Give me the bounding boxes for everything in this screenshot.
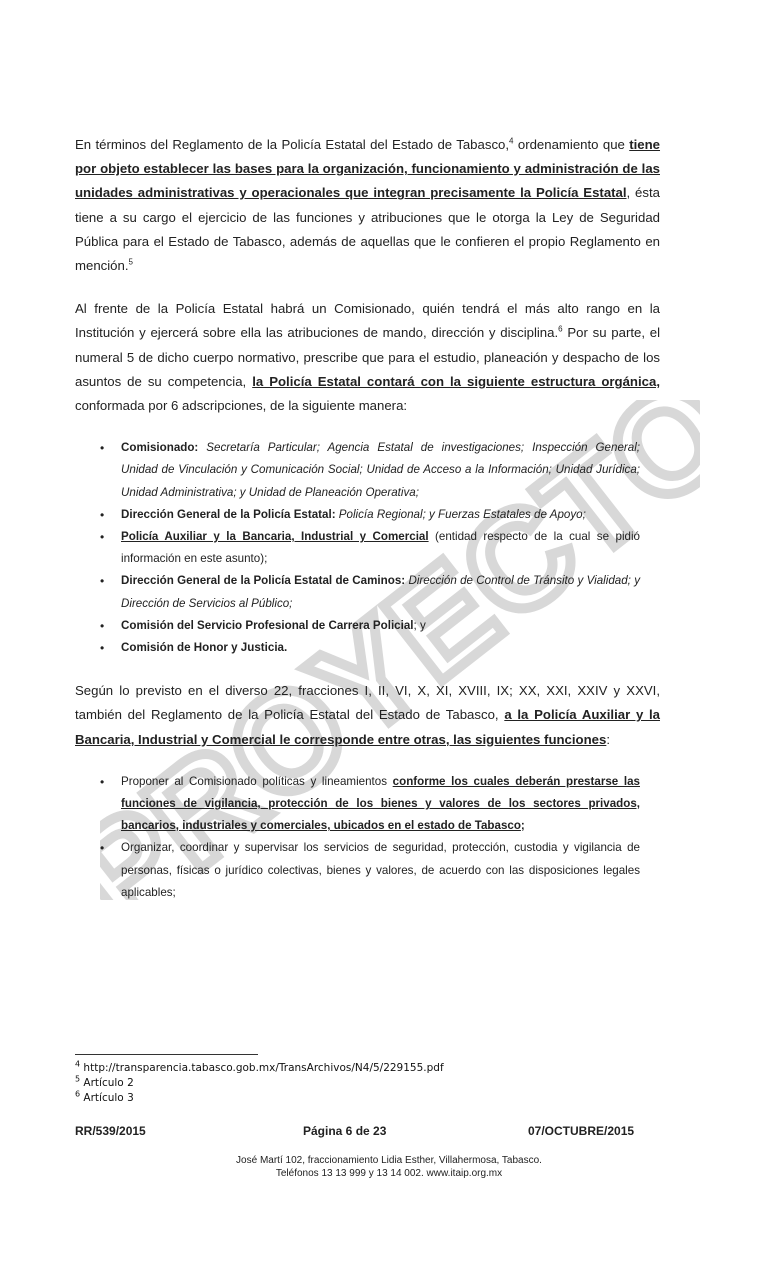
page-number: Página 6 de 23 (303, 1124, 387, 1138)
footnote-separator (75, 1054, 258, 1055)
list-item: • Comisión del Servicio Profesional de Carrera Policial; y (100, 615, 640, 637)
paragraph-2: Al frente de la Policía Estatal habrá un Comisionado, quién tendrá el más alto rango en la Institución y ejercerá sobre ella las atribuciones de mando, dirección y disciplina.$^6$ Por su parte, el numeral 5 de dicho cuerpo normativo, prescribe que para el estudio, planeación y despacho de los asuntos de su competencia, la Policía Estatal contará con la siguiente estructura orgánica, conformada por 6 adscripciones, de la siguiente manera: (75, 301, 660, 414)
footnote-ref-5[interactable]: 5 (128, 257, 133, 267)
footnote-5: $^5$ Artículo 2 (75, 1074, 134, 1089)
footnote-4: $^4$ http://transparencia.tabasco.gob.mx/TransArchivos/N4/5/229155.pdf (75, 1059, 444, 1074)
list-item: • Policía Auxiliar y la Bancaria, Industrial y Comercial (entidad respecto de la cual se pidió información en este asunto); (100, 526, 640, 570)
footer-contact: Teléfonos 13 13 999 y 13 14 002. www.itaip.org.mx (275, 1168, 503, 1179)
structure-list (100, 437, 640, 659)
footnote-ref-6[interactable]: 6 (558, 325, 563, 335)
paragraph-3: Según lo previsto en el diverso 22, fracciones I, II, VI, X, XI, XVIII, IX; XX, XXI, XXIV y XXVI, también del Reglamento de la Policía Estatal del Estado de Tabasco, a la Policía Auxiliar y la Bancaria, Industrial y Comercial le corresponde entre otras, las siguientes funciones: (75, 683, 660, 747)
document-body (75, 133, 660, 924)
list-item: • Comisionado: Secretaría Particular; Agencia Estatal de investigaciones; Inspección General; Unidad de Vinculación y Comunicación Social; Unidad de Acceso a la Información; Unidad Jurídica; Unidad Administrativa; y Unidad de Planeación Operativa; (100, 437, 640, 504)
case-number: RR/539/2015 (75, 1124, 146, 1138)
footnote-6: $^6$ Artículo 3 (75, 1089, 134, 1104)
list-item: • Organizar, coordinar y supervisar los servicios de seguridad, protección, custodia y vigilancia de personas, físicas o jurídico colectivas, bienes y valores, de acuerdo con las disposiciones legales aplicables; (100, 837, 640, 904)
footer-address: José Martí 102, fraccionamiento Lidia Esther, Villahermosa, Tabasco. (236, 1155, 542, 1166)
functions-list (100, 771, 640, 904)
watermark-text: PROYECTO (100, 400, 700, 900)
footnote-ref-4[interactable]: 4 (509, 136, 514, 146)
list-item: • Comisión de Honor y Justicia. (100, 637, 640, 659)
paragraph-1: En términos del Reglamento de la Policía Estatal del Estado de Tabasco,$^4$ ordenamiento que tiene por objeto establecer las bases para la organización, funcionamiento y administración de las unidades administrativas y operacionales que integran precisamente la Policía Estatal, ésta tiene a su cargo el ejercicio de las funciones y atribuciones que le otorga la Ley de Seguridad Pública para el Estado de Tabasco, además de aquellas que le confieren el propio Reglamento en mención.$^5$ (75, 136, 661, 274)
list-item: • Dirección General de la Policía Estatal de Caminos: Dirección de Control de Tránsito y Vialidad; y Dirección de Servicios al Público; (100, 570, 640, 614)
list-item: • Dirección General de la Policía Estatal: Policía Regional; y Fuerzas Estatales de Apoyo; (100, 504, 640, 526)
footer-date: 07/OCTUBRE/2015 (528, 1124, 635, 1138)
list-item: • Proponer al Comisionado políticas y lineamientos conforme los cuales deberán prestarse las funciones de vigilancia, protección de los bienes y valores de los sectores privados, bancarios, industriales y comerciales, ubicados en el estado de Tabasco; (100, 771, 640, 838)
